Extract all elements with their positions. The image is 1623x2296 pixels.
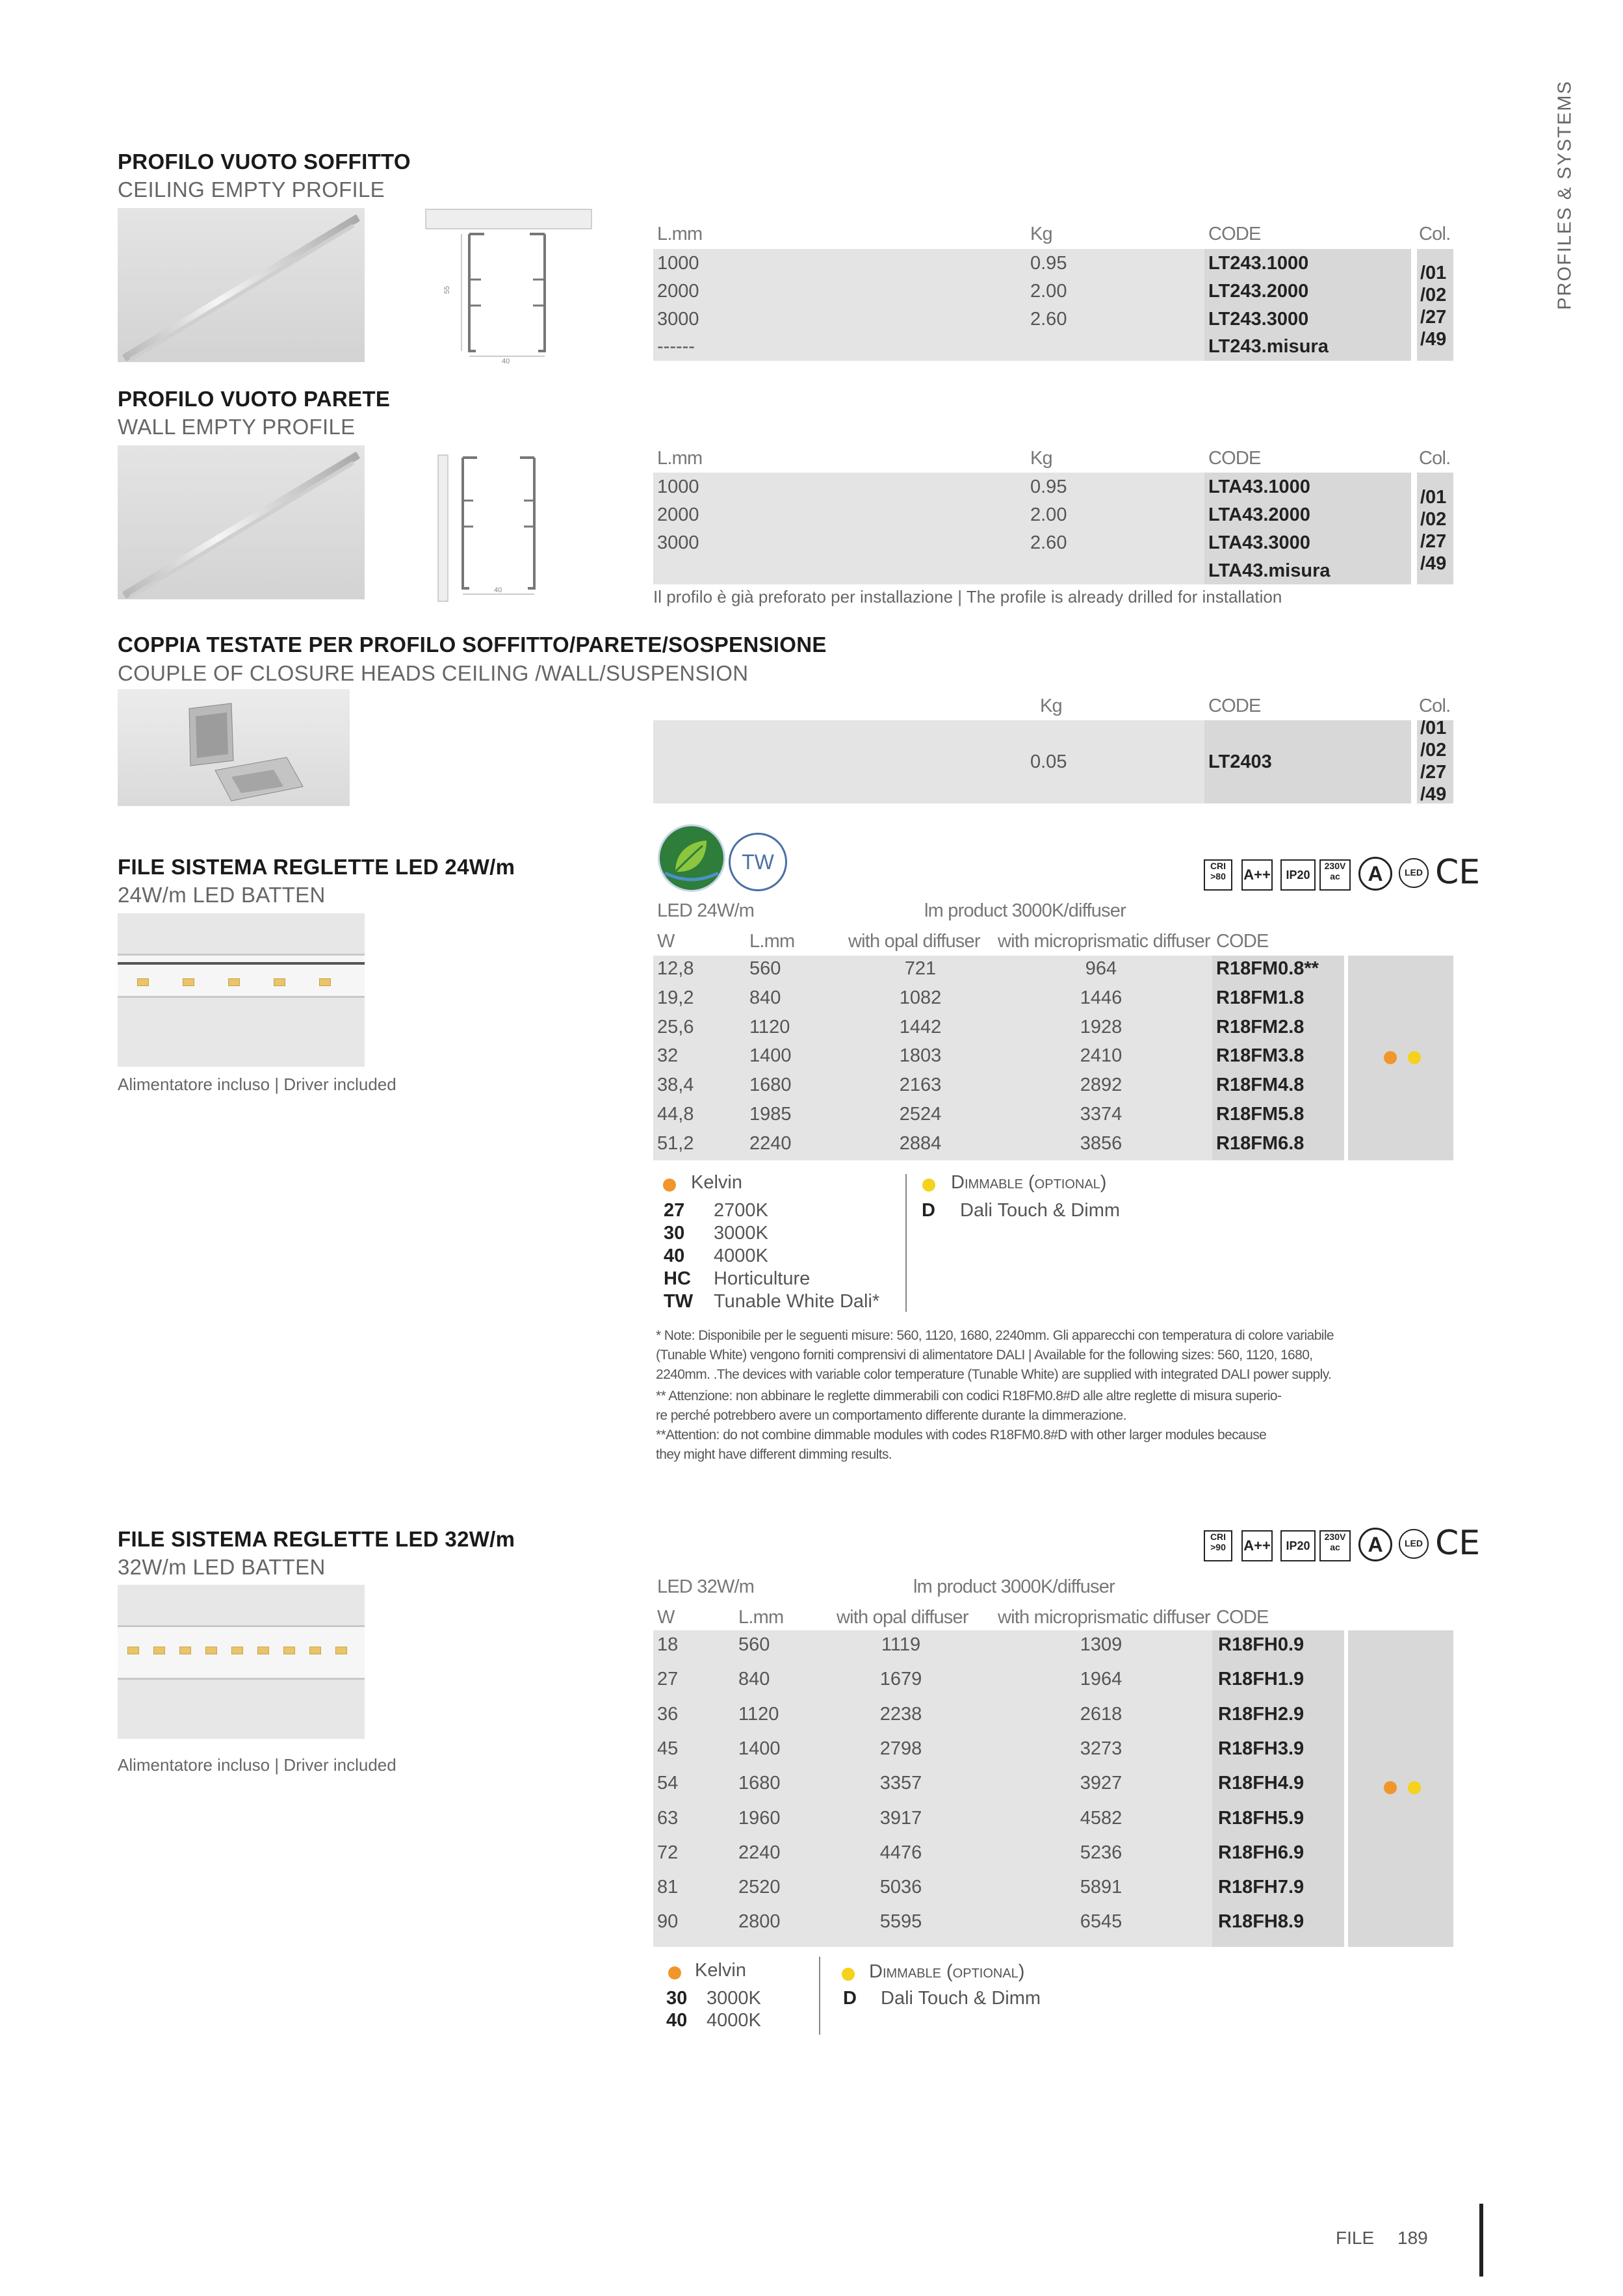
kelvin-legend-dot [668,1966,681,1979]
wall-profile-photo [118,445,365,599]
footer-section: FILE [1336,2228,1375,2248]
kelvin-dot [1384,1781,1397,1794]
page-number: 189 [1397,2228,1428,2248]
drilled-note: Il profilo è già preforato per installazione | The profile is already drilled for installation [653,587,1282,607]
section-subtitle-24w-batten: 24W/m LED BATTEN [118,883,326,907]
ceiling-profile-drawing: 55 40 [422,208,595,367]
dimmable-dot [1408,1051,1421,1064]
closure-heads-photo [118,689,350,806]
led-batten-24w-photo [118,913,365,1067]
wall-profile-drawing: 40 [437,449,547,605]
voltage-icon: 230V ac [1319,1530,1351,1561]
section-title-closure-heads: COPPIA TESTATE PER PROFILO SOFFITTO/PARETE/SOSPENSIONE [118,633,827,657]
ip20-icon: IP20 [1280,1530,1316,1561]
tw-badge: TW [729,833,787,891]
ce-mark-icon: CE [1435,853,1481,892]
driver-caption-32w: Alimentatore incluso | Driver included [118,1755,396,1775]
section-title-ceiling-profile: PROFILO VUOTO SOFFITTO [118,150,411,174]
dimmable-legend-dot [922,1179,935,1192]
cri-icon: CRI >90 [1204,1530,1232,1561]
a-mark-icon: A [1358,1528,1392,1561]
kelvin-legend-dot [663,1179,676,1192]
dimmable-dot [1408,1781,1421,1794]
energy-class-icon: A++ [1241,859,1273,891]
ceiling-profile-photo [118,208,365,362]
leaf-icon [658,824,725,892]
section-subtitle-wall-profile: WALL EMPTY PROFILE [118,415,356,439]
section-subtitle-32w-batten: 32W/m LED BATTEN [118,1555,326,1579]
footer-bar [1479,2204,1483,2276]
section-subtitle-closure-heads: COUPLE OF CLOSURE HEADS CEILING /WALL/SUSPENSION [118,661,749,685]
a-mark-icon: A [1358,857,1392,891]
cri-icon: CRI >80 [1204,859,1232,891]
side-tab: PROFILES & SYSTEMS [1554,80,1576,310]
section-title-32w-batten: FILE SISTEMA REGLETTE LED 32W/m [118,1527,515,1551]
led-batten-32w-photo [118,1585,365,1739]
dimmable-legend-dot [842,1968,855,1981]
section-title-wall-profile: PROFILO VUOTO PARETE [118,387,391,411]
section-subtitle-ceiling-profile: CEILING EMPTY PROFILE [118,177,385,202]
voltage-icon: 230V ac [1319,859,1351,891]
section-title-24w-batten: FILE SISTEMA REGLETTE LED 24W/m [118,855,515,879]
energy-class-icon: A++ [1241,1530,1273,1561]
ce-mark-icon: CE [1435,1524,1481,1563]
kelvin-dot [1384,1051,1397,1064]
led-icon: LED [1399,858,1429,888]
led-icon: LED [1399,1529,1429,1559]
ip20-icon: IP20 [1280,859,1316,891]
driver-caption-24w: Alimentatore incluso | Driver included [118,1075,396,1094]
